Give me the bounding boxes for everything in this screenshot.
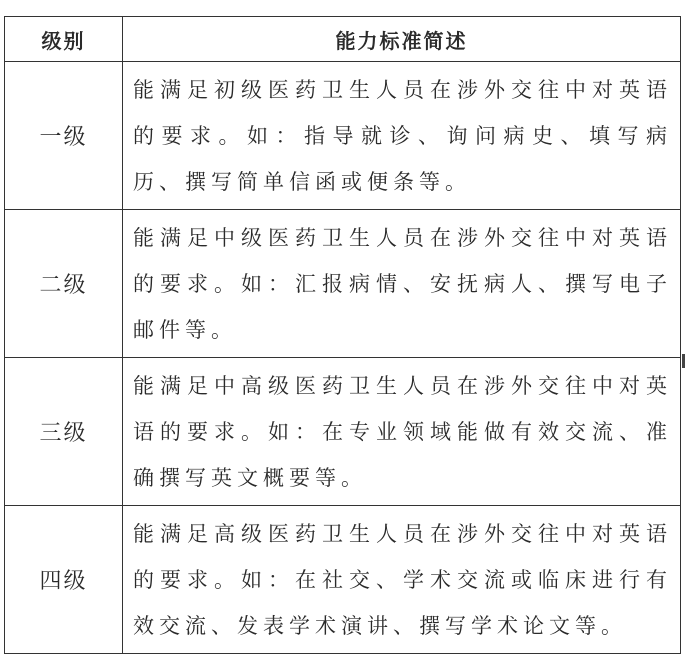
description-cell: 能满足初级医药卫生人员在涉外交往中对英语的要求。如：指导就诊、询问病史、填写病历、撰写简单信函或便条等。 [123, 62, 681, 210]
text-cursor-mark [682, 354, 685, 368]
level-cell: 二级 [5, 210, 123, 358]
level-cell: 三级 [5, 358, 123, 506]
description-cell: 能满足中高级医药卫生人员在涉外交往中对英语的要求。如：在专业领域能做有效交流、准确撰写英文概要等。 [123, 358, 681, 506]
level-cell: 一级 [5, 62, 123, 210]
table-row [5, 358, 681, 506]
header-row [5, 17, 681, 62]
description-column-header: 能力标准简述 [123, 17, 681, 62]
description-cell: 能满足中级医药卫生人员在涉外交往中对英语的要求。如：汇报病情、安抚病人、撰写电子邮件等。 [123, 210, 681, 358]
table-row [5, 506, 681, 654]
level-column-header: 级别 [5, 17, 123, 62]
level-cell: 四级 [5, 506, 123, 654]
table-row [5, 62, 681, 210]
table-row [5, 210, 681, 358]
english-proficiency-table [4, 16, 681, 654]
description-cell: 能满足高级医药卫生人员在涉外交往中对英语的要求。如：在社交、学术交流或临床进行有效交流、发表学术演讲、撰写学术论文等。 [123, 506, 681, 654]
